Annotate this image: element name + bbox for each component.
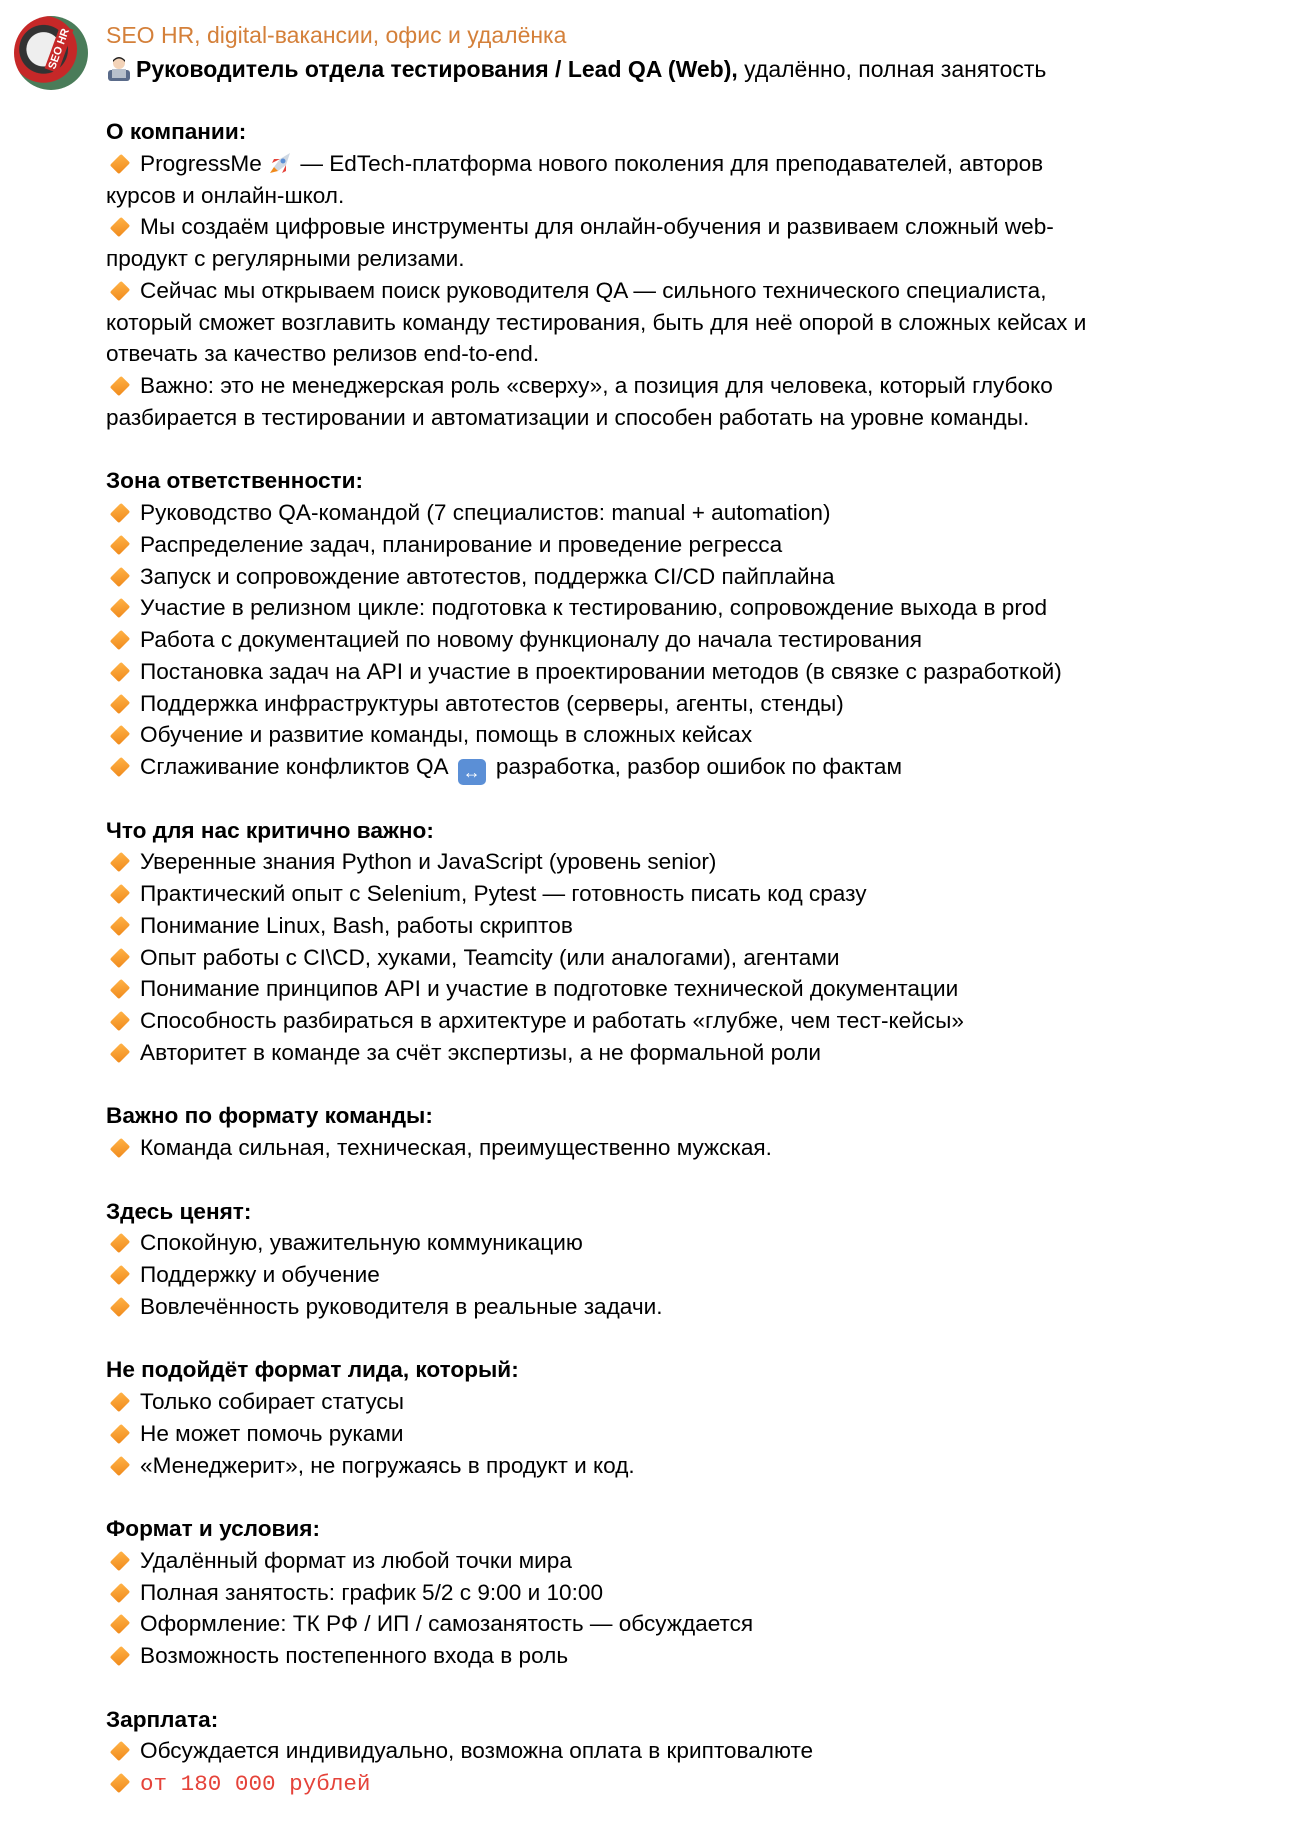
left-right-arrow-icon: ↔	[458, 759, 486, 785]
list-item	[106, 1005, 1304, 1037]
text: разработка, разбор ошибок по фактам	[495, 754, 903, 779]
text: «Менеджерит», не погружаясь в продукт и код.	[140, 1452, 635, 1478]
text: Поддержка инфраструктуры автотестов (серверы, агенты, стенды)	[140, 690, 844, 716]
section-heading: О компании:	[106, 119, 247, 144]
list-item	[106, 1545, 1304, 1577]
orange-diamond-icon	[110, 947, 130, 967]
list-item	[106, 751, 1304, 783]
list-item	[106, 1640, 1304, 1672]
orange-diamond-icon	[110, 535, 130, 555]
list-item	[106, 1227, 1304, 1259]
orange-diamond-icon	[110, 1551, 130, 1571]
text: Оформление: ТК РФ / ИП / самозанятость — обсуждается	[140, 1611, 754, 1637]
list-item	[106, 529, 1304, 561]
list-item	[106, 656, 1304, 688]
text: Понимание принципов API и участие в подготовке технической документации	[140, 976, 959, 1002]
orange-diamond-icon	[110, 1646, 130, 1666]
title-rest: удалённо, полная занятость	[737, 56, 1047, 82]
list-item	[106, 211, 1304, 243]
text: Удалённый формат из любой точки мира	[140, 1547, 572, 1573]
list-item	[106, 1577, 1304, 1609]
section-heading: Что для нас критично важно:	[106, 817, 434, 843]
rocket-icon	[268, 151, 294, 175]
text-line: который сможет возглавить команду тестирования, быть для неё опорой в сложных кейсах и	[106, 309, 1087, 335]
text-line: разбирается в тестировании и автоматизации и способен работать на уровне команды.	[106, 404, 1030, 430]
text: Постановка задач на API и участие в проектировании методов (в связке с разработкой)	[140, 658, 1062, 684]
orange-diamond-icon	[110, 916, 130, 936]
list-item	[106, 1259, 1304, 1291]
text: Команда сильная, техническая, преимущественно мужская.	[140, 1135, 772, 1160]
orange-diamond-icon	[110, 884, 130, 904]
list-item	[106, 1608, 1304, 1640]
text-line: курсов и онлайн-школ.	[106, 182, 345, 208]
orange-diamond-icon	[110, 662, 130, 682]
orange-diamond-icon	[110, 217, 130, 237]
section-heading: Важно по формату команды:	[106, 1103, 433, 1129]
orange-diamond-icon	[110, 1138, 130, 1158]
channel-name[interactable]: SEO HR, digital-вакансии, офис и удалёнка	[106, 22, 567, 48]
orange-diamond-icon	[110, 1741, 130, 1761]
text: Не может помочь руками	[140, 1420, 404, 1446]
text-line: отвечать за качество релизов end-to-end.	[106, 341, 540, 367]
text: Вовлечённость руководителя в реальные задачи.	[140, 1293, 663, 1319]
list-item	[106, 1291, 1304, 1323]
orange-diamond-icon	[110, 979, 130, 999]
text: Обсуждается индивидуально, возможна оплата в криптовалюте	[140, 1738, 814, 1764]
text-line: продукт с регулярными релизами.	[106, 246, 465, 271]
list-item	[106, 1132, 1304, 1164]
orange-diamond-icon	[110, 1233, 130, 1253]
text: Мы создаём цифровые инструменты для онлайн-обучения и развиваем сложный web-	[140, 214, 1054, 240]
section-heading: Зарплата:	[106, 1706, 219, 1732]
text: Поддержку и обучение	[140, 1262, 380, 1287]
section-heading: Формат и условия:	[106, 1516, 320, 1541]
orange-diamond-icon	[110, 1424, 130, 1444]
text: — EdTech-платформа нового поколения для преподавателей, авторов	[300, 150, 1044, 176]
list-item	[106, 1037, 1304, 1069]
text: Полная занятость: график 5/2 с 9:00 и 10:00	[140, 1579, 604, 1605]
text: Важно: это не менеджерская роль «сверху», а позиция для человека, который глубоко	[140, 373, 1053, 398]
text: Практический опыт с Selenium, Pytest — готовность писать код сразу	[140, 881, 867, 906]
list-item	[106, 878, 1304, 910]
list-item	[106, 497, 1304, 529]
list-item	[106, 719, 1304, 751]
text: Понимание Linux, Bash, работы скриптов	[140, 912, 573, 938]
message	[106, 18, 1304, 1799]
list-item	[106, 688, 1304, 720]
text: Опыт работы с CI\CD, хуками, Teamcity (или аналогами), агентами	[140, 944, 840, 970]
list-item	[106, 1418, 1304, 1450]
technologist-emoji-icon	[106, 55, 132, 81]
orange-diamond-icon	[110, 281, 130, 301]
text: Уверенные знания Python и JavaScript (уровень senior)	[140, 849, 717, 875]
list-item	[106, 1735, 1304, 1767]
list-item	[106, 973, 1304, 1005]
text: Только собирает статусы	[140, 1389, 404, 1414]
text: Сглаживание конфликтов QA	[140, 754, 448, 779]
list-item	[106, 846, 1304, 878]
text: Распределение задач, планирование и проведение регресса	[140, 531, 783, 557]
orange-diamond-icon	[110, 725, 130, 745]
text: Возможность постепенного входа в роль	[140, 1643, 569, 1668]
list-item	[106, 942, 1304, 974]
list-item	[106, 370, 1304, 402]
orange-diamond-icon	[110, 1582, 130, 1602]
list-item	[106, 592, 1304, 624]
post-title	[106, 52, 1304, 86]
title-bold: Руководитель отдела тестирования / Lead QA (Web),	[136, 56, 738, 82]
text: Запуск и сопровождение автотестов, поддержка CI/CD пайплайна	[140, 563, 835, 589]
text: Сейчас мы открываем поиск руководителя QA — сильного технического специалиста,	[140, 277, 1047, 303]
list-item	[106, 624, 1304, 656]
section-heading: Здесь ценят:	[106, 1198, 252, 1224]
list-item	[106, 1450, 1304, 1482]
text: Способность разбираться в архитектуре и работать «глубже, чем тест-кейсы»	[140, 1008, 964, 1033]
orange-diamond-icon	[110, 598, 130, 618]
list-item	[106, 275, 1304, 307]
list-item	[106, 561, 1304, 593]
text: Работа с документацией по новому функционалу до начала тестирования	[140, 627, 922, 652]
orange-diamond-icon	[110, 566, 130, 586]
orange-diamond-icon	[110, 1773, 130, 1793]
orange-diamond-icon	[110, 693, 130, 713]
orange-diamond-icon	[110, 852, 130, 872]
channel-avatar[interactable]	[14, 16, 88, 90]
text: Участие в релизном цикле: подготовка к тестированию, сопровождение выхода в prod	[140, 595, 1048, 621]
orange-diamond-icon	[110, 503, 130, 523]
salary-amount-text: от 180 000 рублей	[140, 1771, 371, 1797]
orange-diamond-icon	[110, 1392, 130, 1412]
orange-diamond-icon	[110, 630, 130, 650]
text: Спокойную, уважительную коммуникацию	[140, 1230, 583, 1256]
text: Руководство QA-командой (7 специалистов: manual + automation)	[140, 500, 831, 525]
section-heading: Зона ответственности:	[106, 468, 364, 494]
text: Авторитет в команде за счёт экспертизы, а не формальной роли	[140, 1039, 822, 1065]
list-item	[106, 910, 1304, 942]
salary-amount	[106, 1767, 1304, 1799]
orange-diamond-icon	[110, 1043, 130, 1063]
section-heading: Не подойдёт формат лида, который:	[106, 1357, 519, 1383]
orange-diamond-icon	[110, 1455, 130, 1475]
avatar-logo-text: SEO HR	[44, 25, 73, 73]
text: ProgressMe	[140, 150, 262, 176]
orange-diamond-icon	[110, 1614, 130, 1634]
orange-diamond-icon	[110, 376, 130, 396]
orange-diamond-icon	[110, 154, 130, 174]
text: Обучение и развитие команды, помощь в сложных кейсах	[140, 722, 753, 748]
list-item	[106, 1386, 1304, 1418]
orange-diamond-icon	[110, 1297, 130, 1317]
orange-diamond-icon	[110, 1011, 130, 1031]
list-item	[106, 148, 1304, 180]
orange-diamond-icon	[110, 757, 130, 777]
orange-diamond-icon	[110, 1265, 130, 1285]
